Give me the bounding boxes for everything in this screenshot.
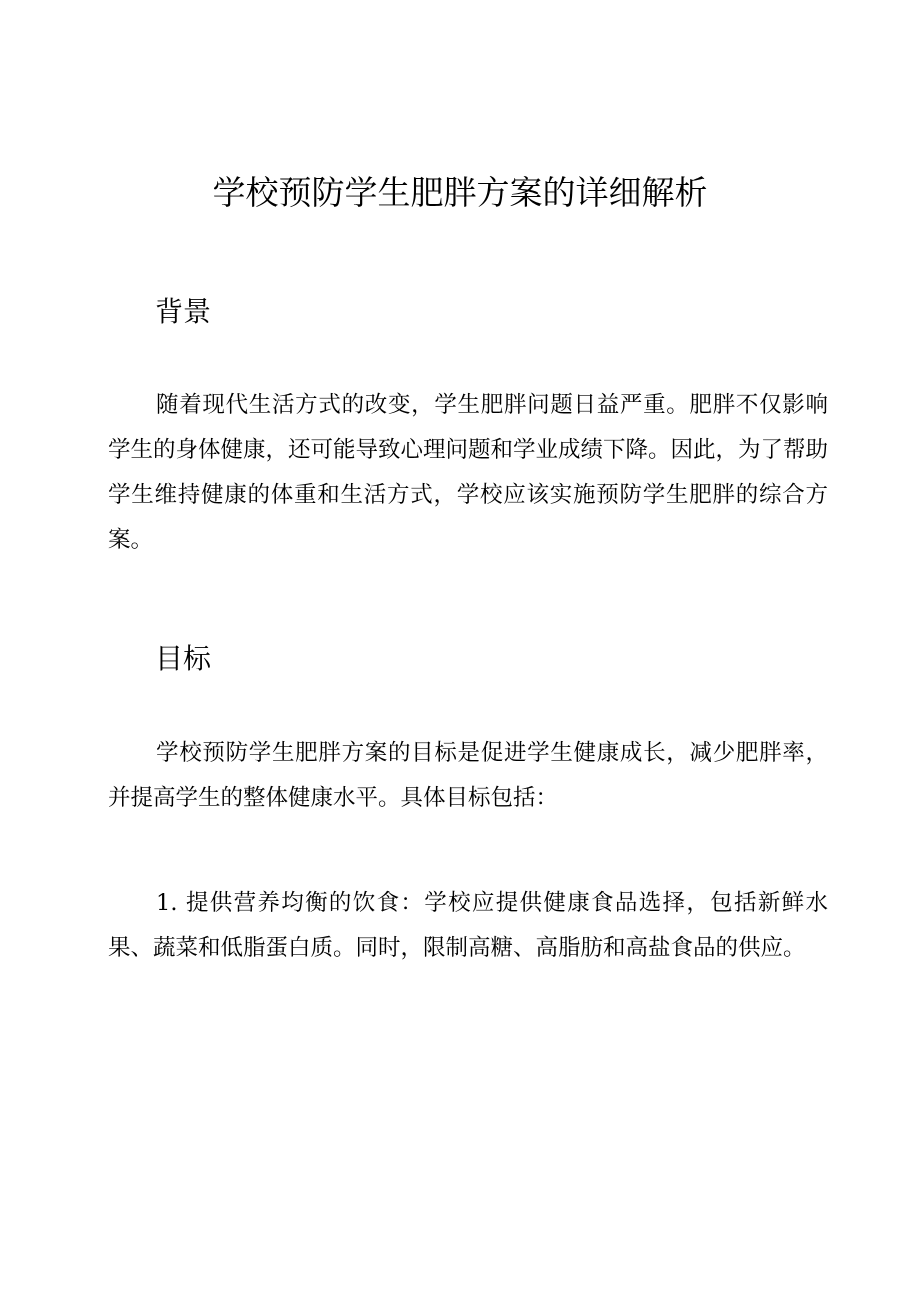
- background-paragraph: 随着现代生活方式的改变，学生肥胖问题日益严重。肥胖不仅影响学生的身体健康，还可能导致心理问题和学业成绩下降。因此，为了帮助学生维持健康的体重和生活方式，学校应该实施预防学生肥胖的综合方案。: [108, 392, 829, 553]
- goals-paragraph: 学校预防学生肥胖方案的目标是促进学生健康成长，减少肥胖率，并提高学生的整体健康水平。具体目标包括：: [108, 740, 828, 811]
- document-title: 学校预防学生肥胖方案的详细解析: [212, 173, 708, 212]
- goal-item-1: 1. 提供营养均衡的饮食：学校应提供健康食品选择，包括新鲜水果、蔬菜和低脂蛋白质。同时，限制高糖、高脂肪和高盐食品的供应。: [108, 890, 828, 961]
- section-heading-background: 背景: [155, 295, 212, 328]
- section-heading-goals: 目标: [155, 642, 212, 675]
